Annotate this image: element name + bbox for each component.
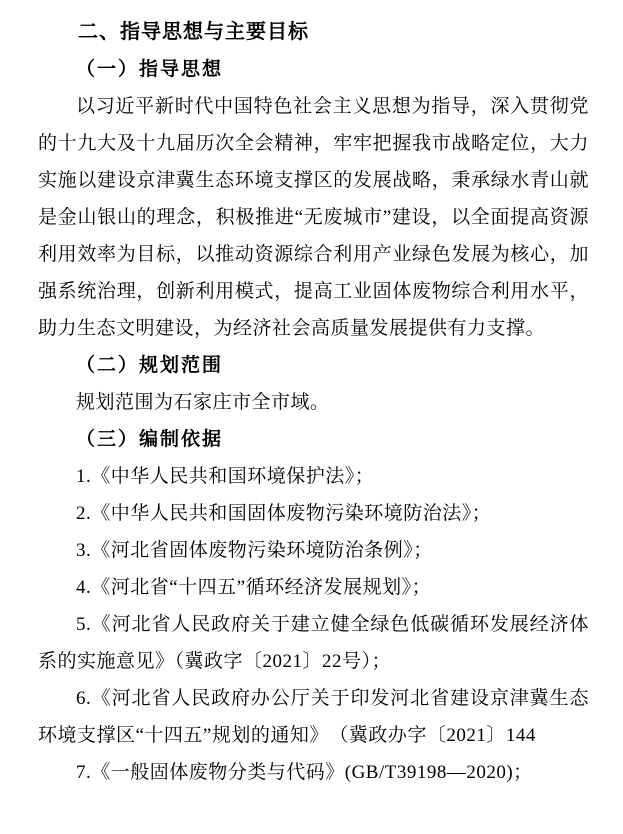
- subsection-heading-3: （三）编制依据: [76, 429, 224, 450]
- paragraph-planning-scope: 规划范围为石家庄市全市域。: [76, 392, 330, 413]
- list-item: 2.《中华人民共和国固体废物污染环境防治法》；: [76, 503, 492, 524]
- list-item: 4.《河北省“十四五”循环经济发展规划》；: [76, 577, 432, 598]
- list-item: 7.《一般固体废物分类与代码》(GB/T39198—2020)；: [76, 762, 533, 783]
- list-item: 3.《河北省固体废物污染环境防治条例》；: [76, 540, 433, 561]
- list-item: 1.《中华人民共和国环境保护法》；: [76, 466, 375, 487]
- section-heading: 二、指导思想与主要目标: [78, 21, 309, 43]
- list-item: 6.《河北省人民政府办公厅关于印发河北省建设京津冀生态环境支撑区“十四五”规划的通知》 （冀政办字〔2021〕144: [38, 688, 589, 746]
- list-item: 5.《河北省人民政府关于建立健全绿色低碳循环发展经济体系的实施意见》（冀政字〔2021〕22号）；: [38, 614, 589, 672]
- subsection-heading-1: （一）指导思想: [76, 59, 224, 80]
- subsection-heading-2: （二）规划范围: [76, 355, 224, 376]
- paragraph-guiding-ideology: 以习近平新时代中国特色社会主义思想为指导，深入贯彻党的十九大及十九届历次全会精神，牢牢把握我市战略定位，大力实施以建设京津冀生态环境支撑区的发展战略，秉承绿水青山就是金山银山的理念，积极推进“无废城市”建设，以全面提高资源利用效率为目标，以推动资源综合利用产业绿色发展为核心，加强系统治理，创新利用模式，提高工业固体废物综合利用水平，助力生态文明建设，为经济社会高质量发展提供有力支撑。: [38, 96, 589, 339]
